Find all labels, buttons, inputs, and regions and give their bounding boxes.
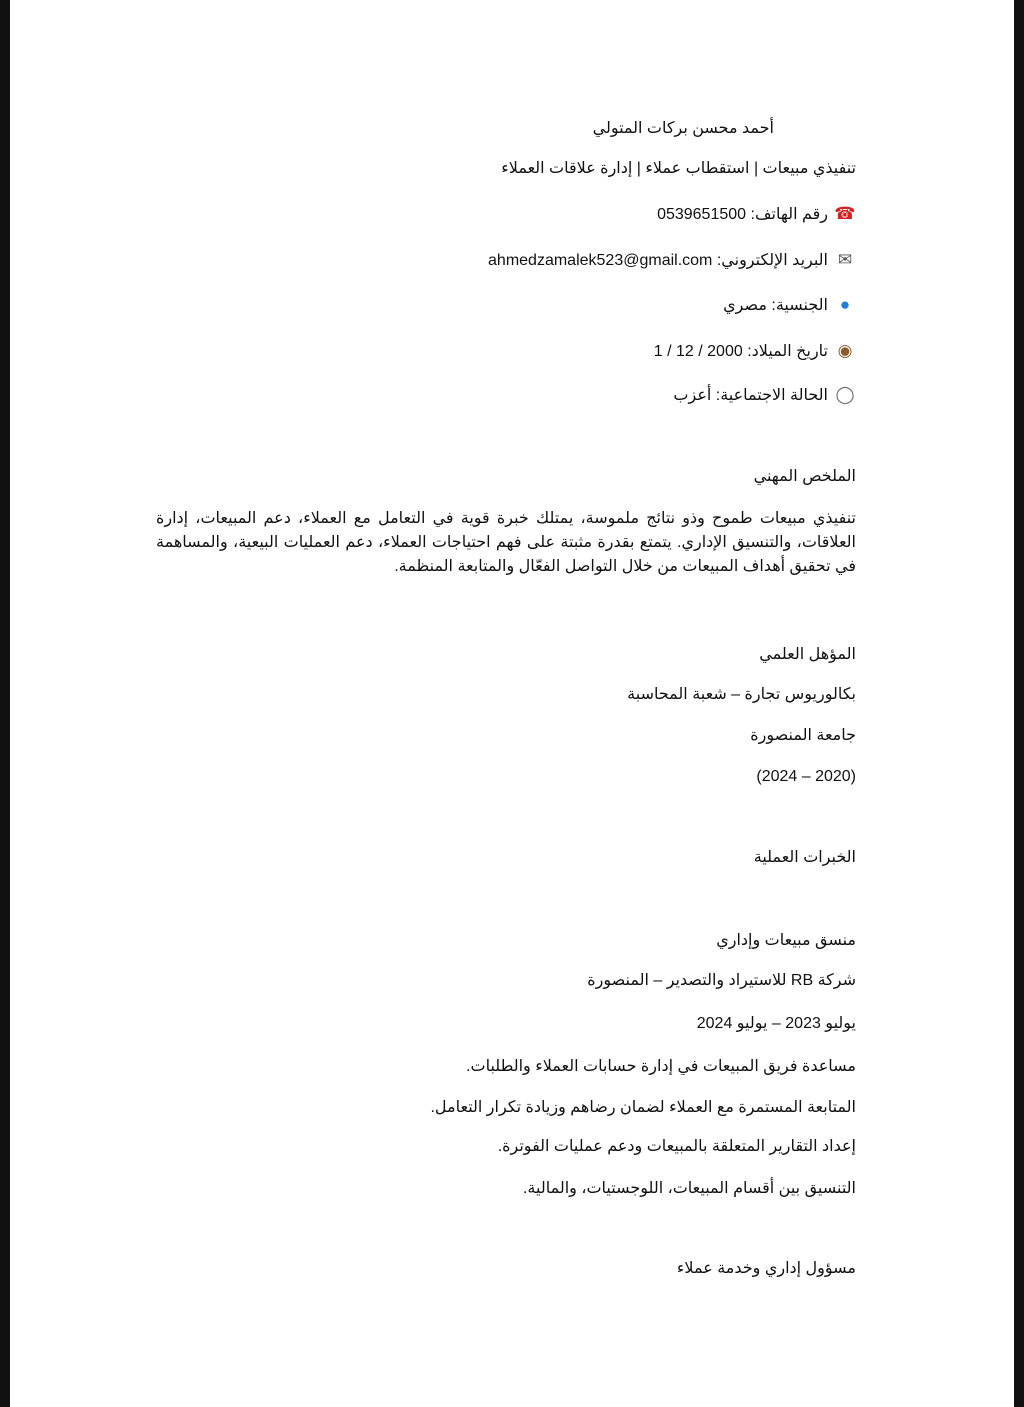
contact-birthdate xyxy=(654,339,856,364)
job-title-line: تنفيذي مبيعات | استقطاب عملاء | إدارة علاقات العملاء xyxy=(501,160,856,177)
job-duty: إعداد التقارير المتعلقة بالمبيعات ودعم عمليات الفوترة. xyxy=(497,1138,856,1155)
job-title: منسق مبيعات وإداري xyxy=(716,932,856,949)
contact-phone xyxy=(657,202,856,227)
education-degree: بكالوريوس تجارة – شعبة المحاسبة xyxy=(627,686,856,703)
phone-value: 0539651500 xyxy=(657,206,747,223)
contact-nationality xyxy=(723,293,856,318)
nationality-label: الجنسية: xyxy=(771,297,828,314)
job-duty: التنسيق بين أقسام المبيعات، اللوجستيات، والمالية. xyxy=(522,1180,856,1197)
birth-label: تاريخ الميلاد: xyxy=(747,343,828,360)
email-value: ahmedzamalek523@gmail.com xyxy=(488,252,713,269)
cake-icon: ◉ xyxy=(837,341,853,360)
job-period: يوليو 2023 – يوليو 2024 xyxy=(696,1015,856,1032)
education-university: جامعة المنصورة xyxy=(750,727,856,744)
experience-heading: الخبرات العملية xyxy=(753,849,856,866)
phone-icon: ☎ xyxy=(834,204,856,223)
job-duty: مساعدة فريق المبيعات في إدارة حسابات العملاء والطلبات. xyxy=(466,1058,856,1075)
job-title: مسؤول إداري وخدمة عملاء xyxy=(676,1260,856,1277)
education-heading: المؤهل العلمي xyxy=(759,646,856,663)
summary-text: تنفيذي مبيعات طموح وذو نتائج ملموسة، يمتلك خبرة قوية في التعامل مع العملاء، دعم المبيعات، إدارة العلاقات، والتنسيق الإداري. يتمتع بقدرة مثبتة على فهم احتياجات العملاء، دعم العمليات البيعية، والمساهمة في تحقيق أهداف المبيعات من خلال التواصل الفعّال والمتابعة المنظمة. xyxy=(156,510,857,575)
birth-value: 1 / 12 / 2000 xyxy=(653,343,743,360)
job-duty: المتابعة المستمرة مع العملاء لضمان رضاهم وزيادة تكرار التعامل. xyxy=(430,1099,856,1116)
phone-label: رقم الهاتف: xyxy=(750,206,828,223)
candidate-name: أحمد محسن بركات المتولي xyxy=(592,120,774,137)
right-dark-border xyxy=(1014,0,1024,1407)
resume-page xyxy=(10,0,1014,1407)
marital-label: الحالة الاجتماعية: xyxy=(715,387,828,404)
nationality-value: مصري xyxy=(723,297,767,314)
contact-email xyxy=(488,248,856,273)
left-dark-border xyxy=(0,0,10,1407)
globe-icon: ● xyxy=(839,295,851,314)
summary-heading: الملخص المهني xyxy=(753,468,856,485)
job-company: شركة RB للاستيراد والتصدير – المنصورة xyxy=(587,972,856,989)
marital-value: أعزب xyxy=(673,387,712,404)
education-years: (2020 – 2024) xyxy=(756,768,856,785)
email-label: البريد الإلكتروني: xyxy=(716,252,828,269)
envelope-icon: ✉ xyxy=(837,250,853,269)
contact-marital-status xyxy=(673,383,856,408)
ring-icon: ◯ xyxy=(835,385,855,404)
